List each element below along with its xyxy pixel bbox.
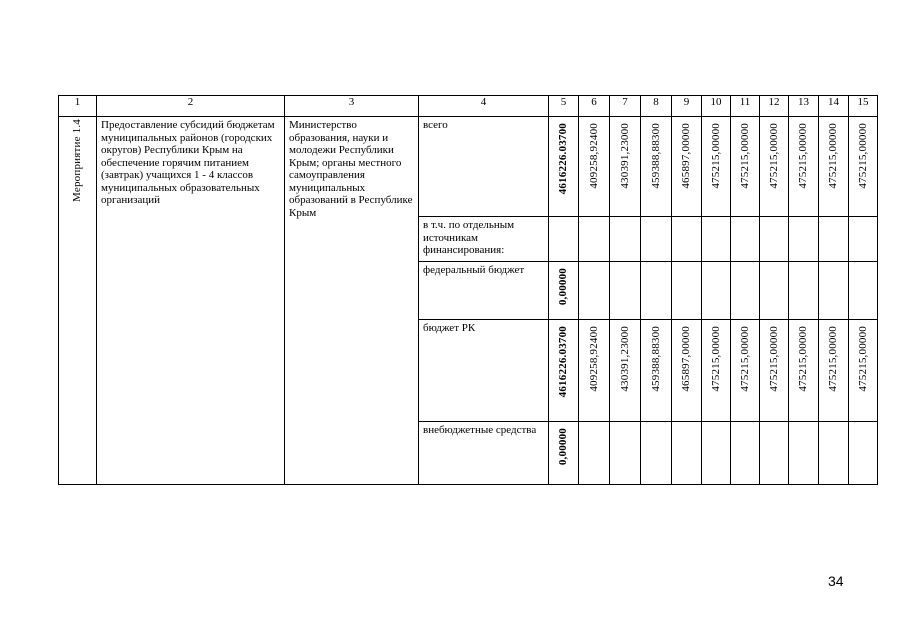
header-cell: 13 <box>789 96 819 117</box>
executor-text: Министерство образования, науки и молодежи Республики Крым; органы местного самоуправления муниципальных образований в Республике Крым <box>289 119 413 219</box>
header-cell: 2 <box>97 96 285 117</box>
value-cell <box>789 422 819 485</box>
value-cell <box>760 422 789 485</box>
value-cell <box>849 262 878 320</box>
header-row <box>59 96 878 117</box>
value: 475215,00000 <box>827 123 840 189</box>
value: 475215,00000 <box>827 326 840 392</box>
value: 475215,00000 <box>797 123 810 189</box>
total-cell <box>549 422 579 485</box>
value-cell <box>760 320 789 422</box>
value-cell <box>579 262 610 320</box>
value-cell <box>760 117 789 217</box>
value-cell <box>731 262 760 320</box>
value: 465897,00000 <box>680 326 693 392</box>
total-cell <box>549 262 579 320</box>
value: 475215,00000 <box>797 326 810 392</box>
header-cell: 1 <box>59 96 97 117</box>
value-cell <box>672 262 702 320</box>
value-cell <box>672 320 702 422</box>
header-cell: 12 <box>760 96 789 117</box>
value-cell <box>610 217 641 262</box>
value-cell <box>672 422 702 485</box>
value-cell <box>579 217 610 262</box>
value-cell <box>819 117 849 217</box>
header-cell: 14 <box>819 96 849 117</box>
header-cell: 8 <box>641 96 672 117</box>
value-cell <box>760 262 789 320</box>
value: 475215,00000 <box>856 123 869 189</box>
value-cell <box>579 320 610 422</box>
value-cell <box>641 262 672 320</box>
value: 475215,00000 <box>767 123 780 189</box>
value: 430391,23000 <box>618 326 631 392</box>
value: 475215,00000 <box>709 326 722 392</box>
value-cell <box>702 117 731 217</box>
value-cell <box>702 217 731 262</box>
value-cell <box>672 217 702 262</box>
row-label: всего <box>423 119 448 131</box>
value-cell <box>849 117 878 217</box>
value: 465897,00000 <box>680 123 693 189</box>
value-cell <box>610 422 641 485</box>
value: 459388,88300 <box>649 123 662 189</box>
header-cell: 3 <box>285 96 419 117</box>
value: 459388,88300 <box>649 326 662 392</box>
row-label: федеральный бюджет <box>423 264 525 276</box>
value-cell <box>819 262 849 320</box>
header-cell: 6 <box>579 96 610 117</box>
value-cell <box>789 262 819 320</box>
header-cell: 10 <box>702 96 731 117</box>
total-value: 0,00000 <box>557 268 570 306</box>
value-cell <box>702 422 731 485</box>
row-label-cell <box>419 217 549 262</box>
header-cell: 15 <box>849 96 878 117</box>
row-label-cell <box>419 320 549 422</box>
value-cell <box>641 320 672 422</box>
row-label: в т.ч. по отдельным источникам финансирования: <box>423 219 515 256</box>
header-cell: 11 <box>731 96 760 117</box>
row-label-cell <box>419 262 549 320</box>
header-cell: 7 <box>610 96 641 117</box>
row-label: внебюджетные средства <box>423 424 537 436</box>
value: 475215,00000 <box>738 326 751 392</box>
measure-label: Мероприятие 1.4 <box>71 119 84 202</box>
header-cell: 9 <box>672 96 702 117</box>
value-cell <box>849 320 878 422</box>
row-label: бюджет РК <box>423 322 476 334</box>
value-cell <box>760 217 789 262</box>
page-number: 34 <box>828 573 844 589</box>
value-cell <box>789 117 819 217</box>
value-cell <box>610 117 641 217</box>
total-value: 0,00000 <box>557 428 570 466</box>
value: 475215,00000 <box>856 326 869 392</box>
value: 409258,92400 <box>587 326 600 392</box>
value: 430391,23000 <box>618 123 631 189</box>
value-cell <box>819 217 849 262</box>
value-cell <box>641 117 672 217</box>
value-cell <box>849 217 878 262</box>
value-cell <box>579 117 610 217</box>
header-cell: 4 <box>419 96 549 117</box>
value: 475215,00000 <box>767 326 780 392</box>
value-cell <box>731 217 760 262</box>
total-cell <box>549 320 579 422</box>
value-cell <box>672 117 702 217</box>
value-cell <box>702 320 731 422</box>
value-cell <box>789 320 819 422</box>
total-value: 4616226.03700 <box>557 123 570 195</box>
total-cell <box>549 117 579 217</box>
value-cell <box>819 320 849 422</box>
table-row <box>59 117 878 217</box>
value-cell <box>731 117 760 217</box>
total-cell <box>549 217 579 262</box>
value-cell <box>789 217 819 262</box>
measure-cell <box>59 117 97 485</box>
value-cell <box>579 422 610 485</box>
value-cell <box>819 422 849 485</box>
value-cell <box>641 217 672 262</box>
description-text: Предоставление субсидий бюджетам муниципальных районов (городских округов) Республики Крым на обеспечение горячим питанием (завтрак) учащихся 1 - 4 классов муниципальных образовательных организаций <box>101 119 275 206</box>
value: 409258,92400 <box>587 123 600 189</box>
value-cell <box>610 262 641 320</box>
header-cell: 5 <box>549 96 579 117</box>
value-cell <box>731 422 760 485</box>
executor-cell <box>285 117 419 485</box>
total-value: 4616226.03700 <box>557 326 570 398</box>
budget-table <box>58 95 878 485</box>
description-cell <box>97 117 285 485</box>
value: 475215,00000 <box>709 123 722 189</box>
value-cell <box>731 320 760 422</box>
value-cell <box>702 262 731 320</box>
value-cell <box>610 320 641 422</box>
row-label-cell <box>419 117 549 217</box>
value-cell <box>641 422 672 485</box>
value: 475215,00000 <box>738 123 751 189</box>
row-label-cell <box>419 422 549 485</box>
value-cell <box>849 422 878 485</box>
